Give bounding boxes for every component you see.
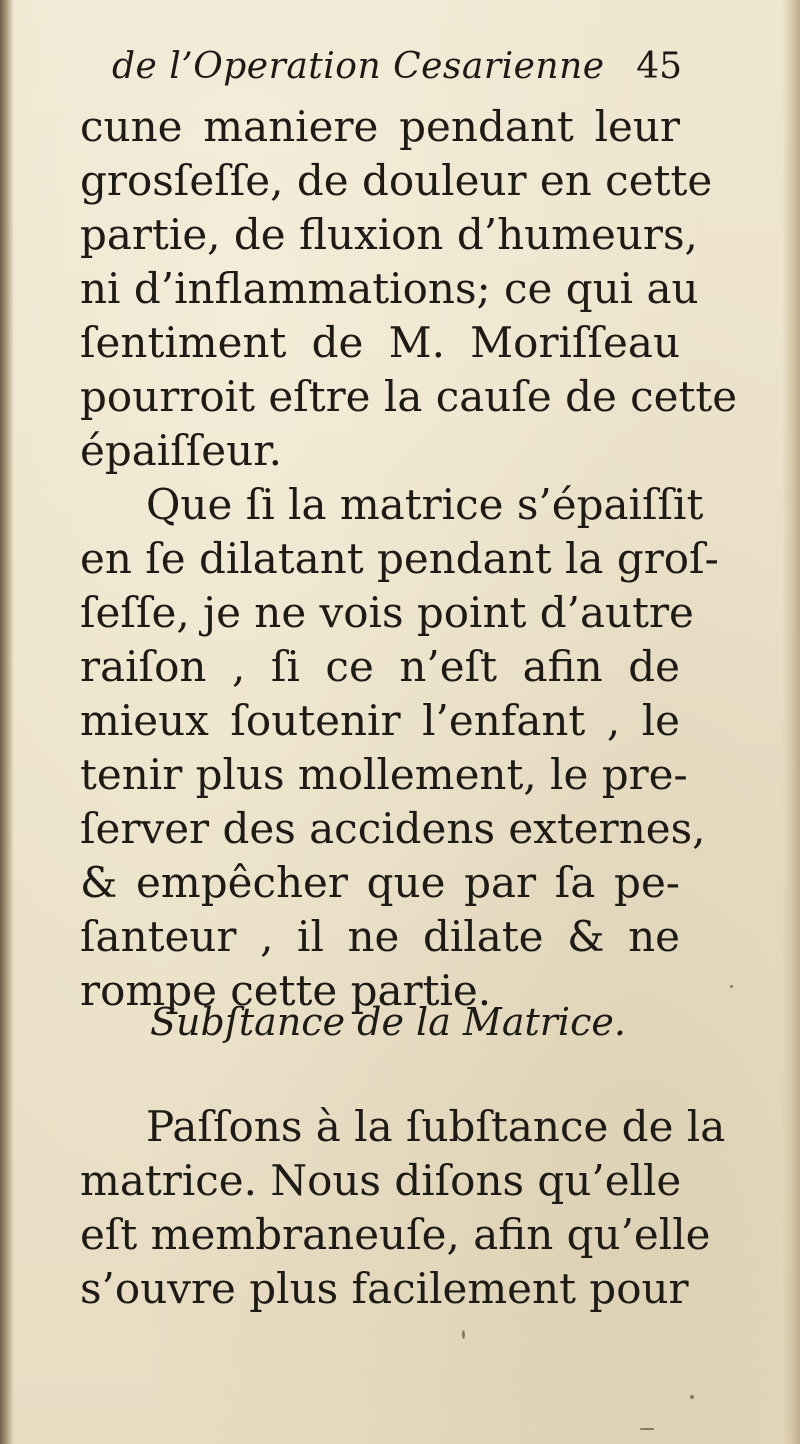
text-line: rompe cette partie.: [80, 966, 492, 1015]
section-heading: Subſtance de la Matrice.: [150, 1000, 626, 1044]
running-head: [112, 40, 692, 100]
page-number: 45: [636, 46, 682, 87]
paper-speck: [690, 1395, 694, 1399]
text-line: ſanteur , il ne dilate & ne: [80, 912, 680, 961]
text-line: ſentiment de M. Moriſſeau: [80, 318, 680, 367]
text-line: Que ſi la matrice s’épaiſſit: [146, 480, 704, 529]
text-line: raiſon , ſi ce n’eſt afin de: [80, 642, 680, 691]
paper-speck: [462, 1330, 465, 1339]
text-line: ſerver des accidens externes,: [80, 804, 706, 853]
text-line: tenir plus mollement, le pre-: [80, 750, 688, 799]
text-line: s’ouvre plus facilement pour: [80, 1264, 689, 1313]
text-line: ſeſſe, je ne vois point d’autre: [80, 588, 694, 637]
paper-speck: [640, 1428, 654, 1430]
text-line: partie, de fluxion d’humeurs,: [80, 210, 698, 259]
text-line: en ſe dilatant pendant la groſ-: [80, 534, 719, 583]
running-head-title: de l’Operation Cesarienne: [112, 46, 605, 87]
text-line: mieux ſoutenir l’enfant , le: [80, 696, 680, 745]
page-edge: [782, 0, 800, 1444]
text-line: Paſſons à la ſubſtance de la: [146, 1102, 726, 1151]
text-line: eſt membraneuſe, afin qu’elle: [80, 1210, 711, 1259]
paper-speck: [730, 985, 733, 988]
text-line: épaiſſeur.: [80, 426, 283, 475]
text-line: grosſeſſe, de douleur en cette: [80, 156, 713, 205]
page-gutter-shadow: [0, 0, 14, 1444]
text-line: ni d’inflammations; ce qui au: [80, 264, 699, 313]
text-line: cune maniere pendant leur: [80, 102, 680, 151]
text-line: & empêcher que par ſa pe-: [80, 858, 680, 907]
text-line: pourroit eſtre la cauſe de cette: [80, 372, 738, 421]
text-line: matrice. Nous diſons qu’elle: [80, 1156, 682, 1205]
